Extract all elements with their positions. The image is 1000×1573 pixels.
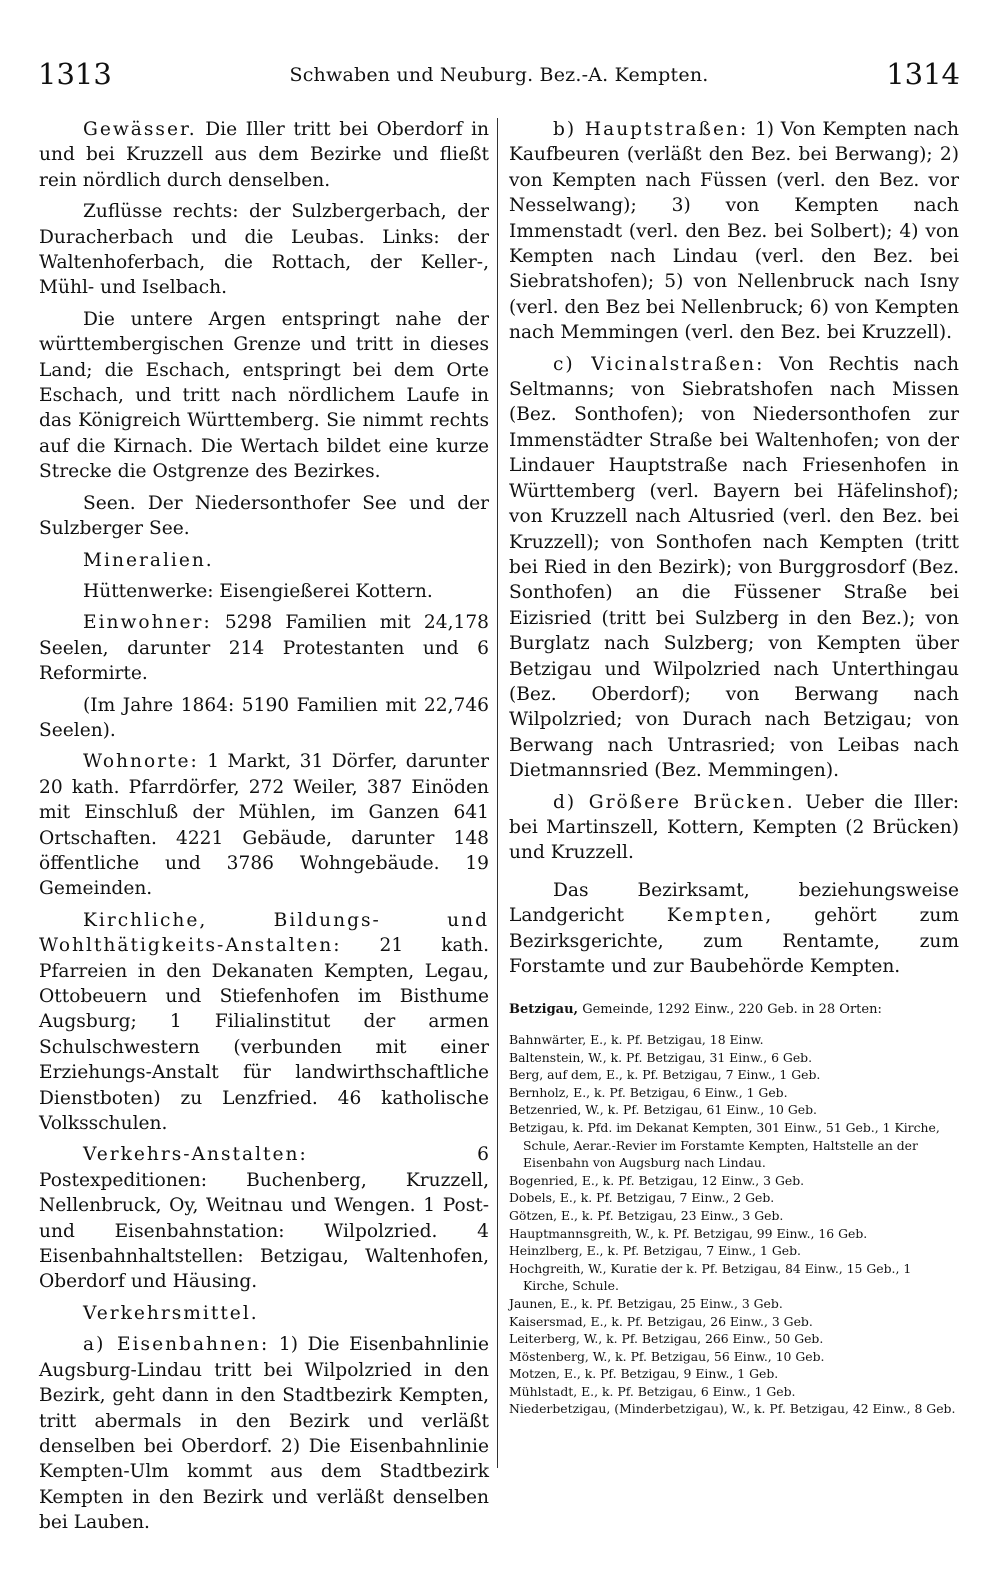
label-eisenbahnen: a) Eisenbahnen: bbox=[83, 1334, 270, 1356]
label-vicinalstrassen: c) Vicinalstraßen: bbox=[553, 353, 765, 375]
list-item: Jaunen, E., k. Pf. Betzigau, 25 Einw., 3 Geb. bbox=[509, 1295, 783, 1311]
right-page-number: 1314 bbox=[886, 57, 960, 91]
text-hauptstrassen: 1) Von Kempten nach Kaufbeuren (verläßt den Bez. bei Berwang); 2) von Kempten nach Füssen (verl. den Bez. vor Nesselwang); 3) von Kempten nach Immenstadt (verl. den Bez. bei Solbert); 4) von Kempten nach Lindau (verl. den Bez. bei Siebratshofen); 5) von Nellenbruck nach Isny (verl. den Bez bei Nellenbruck; 6) von Kempten nach Memmingen (verl. den Bez. bei Kruzzell). bbox=[509, 119, 959, 344]
label-verkehrs-anstalten: Verkehrs-Anstalten: bbox=[83, 1144, 308, 1166]
heading-verkehrsmittel: Verkehrsmittel. bbox=[83, 1302, 259, 1324]
label-gewaesser: Gewässer. bbox=[83, 119, 197, 140]
text-bezirksamt-kempten: Kempten bbox=[666, 905, 766, 927]
paragraph-seen bbox=[39, 491, 489, 542]
text-bezirksamt-1: Das Bezirksamt, beziehungsweise Landgericht bbox=[509, 879, 959, 927]
text-kirchliche: 21 kath. Pfarreien in den Dekanaten Kempten, Legau, Ottobeuern und Stiefenhofen im Bisthume Augsburg; 1 Filialinstitut der armen Schulschwestern (verbunden mit einer Erziehungs-Anstalt für landwirthschaftliche Dienstboten) zu Lenzfried. 46 katholische Volksschulen. bbox=[39, 935, 489, 1135]
list-item: Berg, auf dem, E., k. Pf. Betzigau, 7 Einw., 1 Geb. bbox=[509, 1067, 821, 1083]
left-page-number: 1313 bbox=[38, 57, 112, 91]
list-item: Dobels, E., k. Pf. Betzigau, 7 Einw., 2 Geb. bbox=[509, 1190, 775, 1206]
column-divider bbox=[497, 118, 498, 1468]
text-seen: Der Niedersonthofer See und der Sulzberger See. bbox=[39, 492, 489, 540]
label-einwohner: Einwohner: bbox=[83, 612, 212, 634]
list-item: Bahnwärter, E., k. Pf. Betzigau, 18 Einw. bbox=[509, 1032, 764, 1047]
text-gewaesser: Die Iller tritt bei Oberdorf in und bei Kruzzell aus dem Bezirke und fließt rein nördlich durch denselben. bbox=[39, 119, 489, 191]
list-item: Bernholz, E., k. Pf. Betzigau, 6 Einw., 1 Geb. bbox=[509, 1084, 788, 1100]
text-eisenbahnen: 1) Die Eisenbahnlinie Augsburg-Lindau tritt bei Wilpolzried in den Bezirk, geht dann in den Stadtbezirk Kempten, tritt abermals in den Bezirk und verläßt denselben bei Oberdorf. 2) Die Eisenbahnlinie Kempten-Ulm kommt aus dem Stadtbezirk Kempten in den Bezirk und verläßt denselben bei Lauben. bbox=[39, 1334, 489, 1534]
list-item: Baltenstein, W., k. Pf. Betzigau, 31 Einw., 6 Geb. bbox=[509, 1049, 813, 1065]
list-item: Hauptmannsgreith, W., k. Pf. Betzigau, 99 Einw., 16 Geb. bbox=[509, 1225, 868, 1241]
heading-mineralien: Mineralien. bbox=[83, 549, 214, 571]
list-item: Götzen, E., k. Pf. Betzigau, 23 Einw., 3 Geb. bbox=[509, 1207, 784, 1223]
paragraph-huettenwerke: Hüttenwerke: Eisengießerei Kottern. bbox=[83, 580, 433, 602]
list-item: Niederbetzigau, (Minderbetzigau), W., k. Pf. Betzigau, 42 Einw., 8 Geb. bbox=[509, 1401, 956, 1417]
text-verkehrs-anstalten: 6 Postexpeditionen: Buchenberg, Kruzzell, Nellenbruck, Oy, Weitnau und Wengen. 1 Post- und Eisenbahnstation: Wilpolzried. 4 Eisenbahnhaltstellen: Betzigau, Waltenhofen, Oberdorf und Häusing. bbox=[39, 1144, 489, 1293]
paragraph-vicinalstrassen bbox=[509, 352, 959, 784]
paragraph-jahr-1864: (Im Jahre 1864: 5190 Familien mit 22,746 Seelen). bbox=[39, 694, 489, 741]
label-wohnorte: Wohnorte: bbox=[83, 751, 199, 773]
gemeinde-name: Betzigau, bbox=[509, 1002, 579, 1018]
list-item: Möstenberg, W., k. Pf. Betzigau, 56 Einw., 10 Geb. bbox=[509, 1348, 825, 1364]
list-item: Hochgreith, W., Kuratie der k. Pf. Betzigau, 84 Einw., 15 Geb., 1 Kirche, Schule. bbox=[509, 1260, 912, 1294]
gemeinde-heading bbox=[509, 1001, 959, 1019]
text-zufluesse: der Sulzbergerbach, der Duracherbach und die Leubas. Links: der Waltenhoferbach, die Rottach, der Keller-, Mühl- und Iselbach. bbox=[39, 201, 489, 299]
label-zufluesse: Zuflüsse rechts: bbox=[83, 201, 239, 223]
paragraph-zufluesse bbox=[39, 199, 489, 301]
paragraph-hauptstrassen bbox=[509, 117, 959, 346]
right-column bbox=[509, 117, 959, 1418]
paragraph-bezirksamt bbox=[509, 878, 959, 980]
page-header bbox=[38, 54, 960, 96]
running-title: Schwaben und Neuburg. Bez.-A. Kempten. bbox=[289, 64, 709, 86]
text-einwohner: 5298 Familien mit 24,178 Seelen, darunter 214 Protestanten und 6 Reformirte. bbox=[39, 612, 489, 685]
list-item: Heinzlberg, E., k. Pf. Betzigau, 7 Einw., 1 Geb. bbox=[509, 1243, 801, 1259]
label-bruecken: d) Größere Brücken. bbox=[553, 791, 795, 813]
text-vicinalstrassen: Von Rechtis nach Seltmanns; von Siebratshofen nach Missen (Bez. Sonthofen); von Niedersonthofen zur Immenstädter Straße bei Waltenhofen; von der Lindauer Hauptstraße nach Friesenhofen in Württemberg (verl. Bayern bei Häfelinshof); von Kruzzell nach Altusried (verl. den Bez. bei Kruzzell); von Sonthofen nach Kempten (tritt bei Ried in den Bezirk); von Burggrosdorf (Bez. Sonthofen) an die Füssener Straße bei Eizisried (tritt bei Sulzberg in den Bez.); von Burglatz nach Sulzberg; von Kempten über Betzigau und Wilpolzried nach Unterthingau (Bez. Oberdorf); von Berwang nach Wilpolzried; von Durach nach Betzigau; von Berwang nach Untrasried; von Leibas nach Dietmannsried (Bez. Memmingen). bbox=[509, 353, 959, 782]
label-seen: Seen. bbox=[83, 492, 136, 514]
text-wohnorte: 1 Markt, 31 Dörfer, darunter 20 kath. Pfarrdörfer, 272 Weiler, 387 Einöden mit Einschluß der Mühlen, im Ganzen 641 Ortschaften. 4221 Gebäude, darunter 148 öffentliche und 3786 Wohngebäude. 19 Gemeinden. bbox=[39, 751, 489, 900]
gemeinde-text: Gemeinde, 1292 Einw., 220 Geb. in 28 Orten: bbox=[578, 1002, 882, 1018]
spacer bbox=[509, 985, 959, 1001]
paragraph-argen: Die untere Argen entspringt nahe der württembergischen Grenze und tritt in dieses Land; die Eschach, entspringt bei dem Orte Eschach, und tritt nach nördlichem Laufe in das Königreich Württemberg. Sie nimmt rechts auf die Kirnach. Die Wertach bildet eine kurze Strecke die Ostgrenze des Bezirkes. bbox=[39, 308, 489, 483]
left-column bbox=[39, 117, 489, 1542]
paragraph-kirchliche bbox=[39, 908, 489, 1137]
list-item: Betzenried, W., k. Pf. Betzigau, 61 Einw., 10 Geb. bbox=[509, 1102, 817, 1118]
list-item: Mühlstadt, E., k. Pf. Betzigau, 6 Einw., 1 Geb. bbox=[509, 1383, 796, 1399]
list-item: Leiterberg, W., k. Pf. Betzigau, 266 Einw., 50 Geb. bbox=[509, 1331, 824, 1347]
paragraph-verkehrs-anstalten bbox=[39, 1142, 489, 1294]
orte-list bbox=[509, 1031, 959, 1418]
paragraph-eisenbahnen bbox=[39, 1332, 489, 1535]
label-kirchliche: Kirchliche, Bildungs- und Wohlthätigkeits-Anstalten: bbox=[39, 909, 489, 957]
list-item: Betzigau, k. Pfd. im Dekanat Kempten, 301 Einw., 51 Geb., 1 Kirche, Schule, Aerar.-Revier im Forstamte Kempten, Haltstelle an der Eisenbahn von Augsburg nach Lindau. bbox=[509, 1119, 940, 1171]
paragraph-einwohner bbox=[39, 610, 489, 686]
paragraph-bruecken bbox=[509, 790, 959, 866]
paragraph-wohnorte bbox=[39, 749, 489, 901]
text-bezirksamt-2: , gehört zum Bezirksgerichte, zum Rentamte, zum Forstamte und zur Baubehörde Kempten. bbox=[509, 905, 960, 977]
text-bruecken: Ueber die Iller: bei Martinszell, Kottern, Kempten (2 Brücken) und Kruzzell. bbox=[509, 791, 960, 864]
label-hauptstrassen: b) Hauptstraßen: bbox=[553, 119, 749, 140]
list-item: Kaisersmad, E., k. Pf. Betzigau, 26 Einw., 3 Geb. bbox=[509, 1313, 813, 1329]
list-item: Motzen, E., k. Pf. Betzigau, 9 Einw., 1 Geb. bbox=[509, 1366, 779, 1382]
paragraph-gewaesser bbox=[39, 117, 489, 193]
list-item: Bogenried, E., k. Pf. Betzigau, 12 Einw., 3 Geb. bbox=[509, 1172, 805, 1188]
